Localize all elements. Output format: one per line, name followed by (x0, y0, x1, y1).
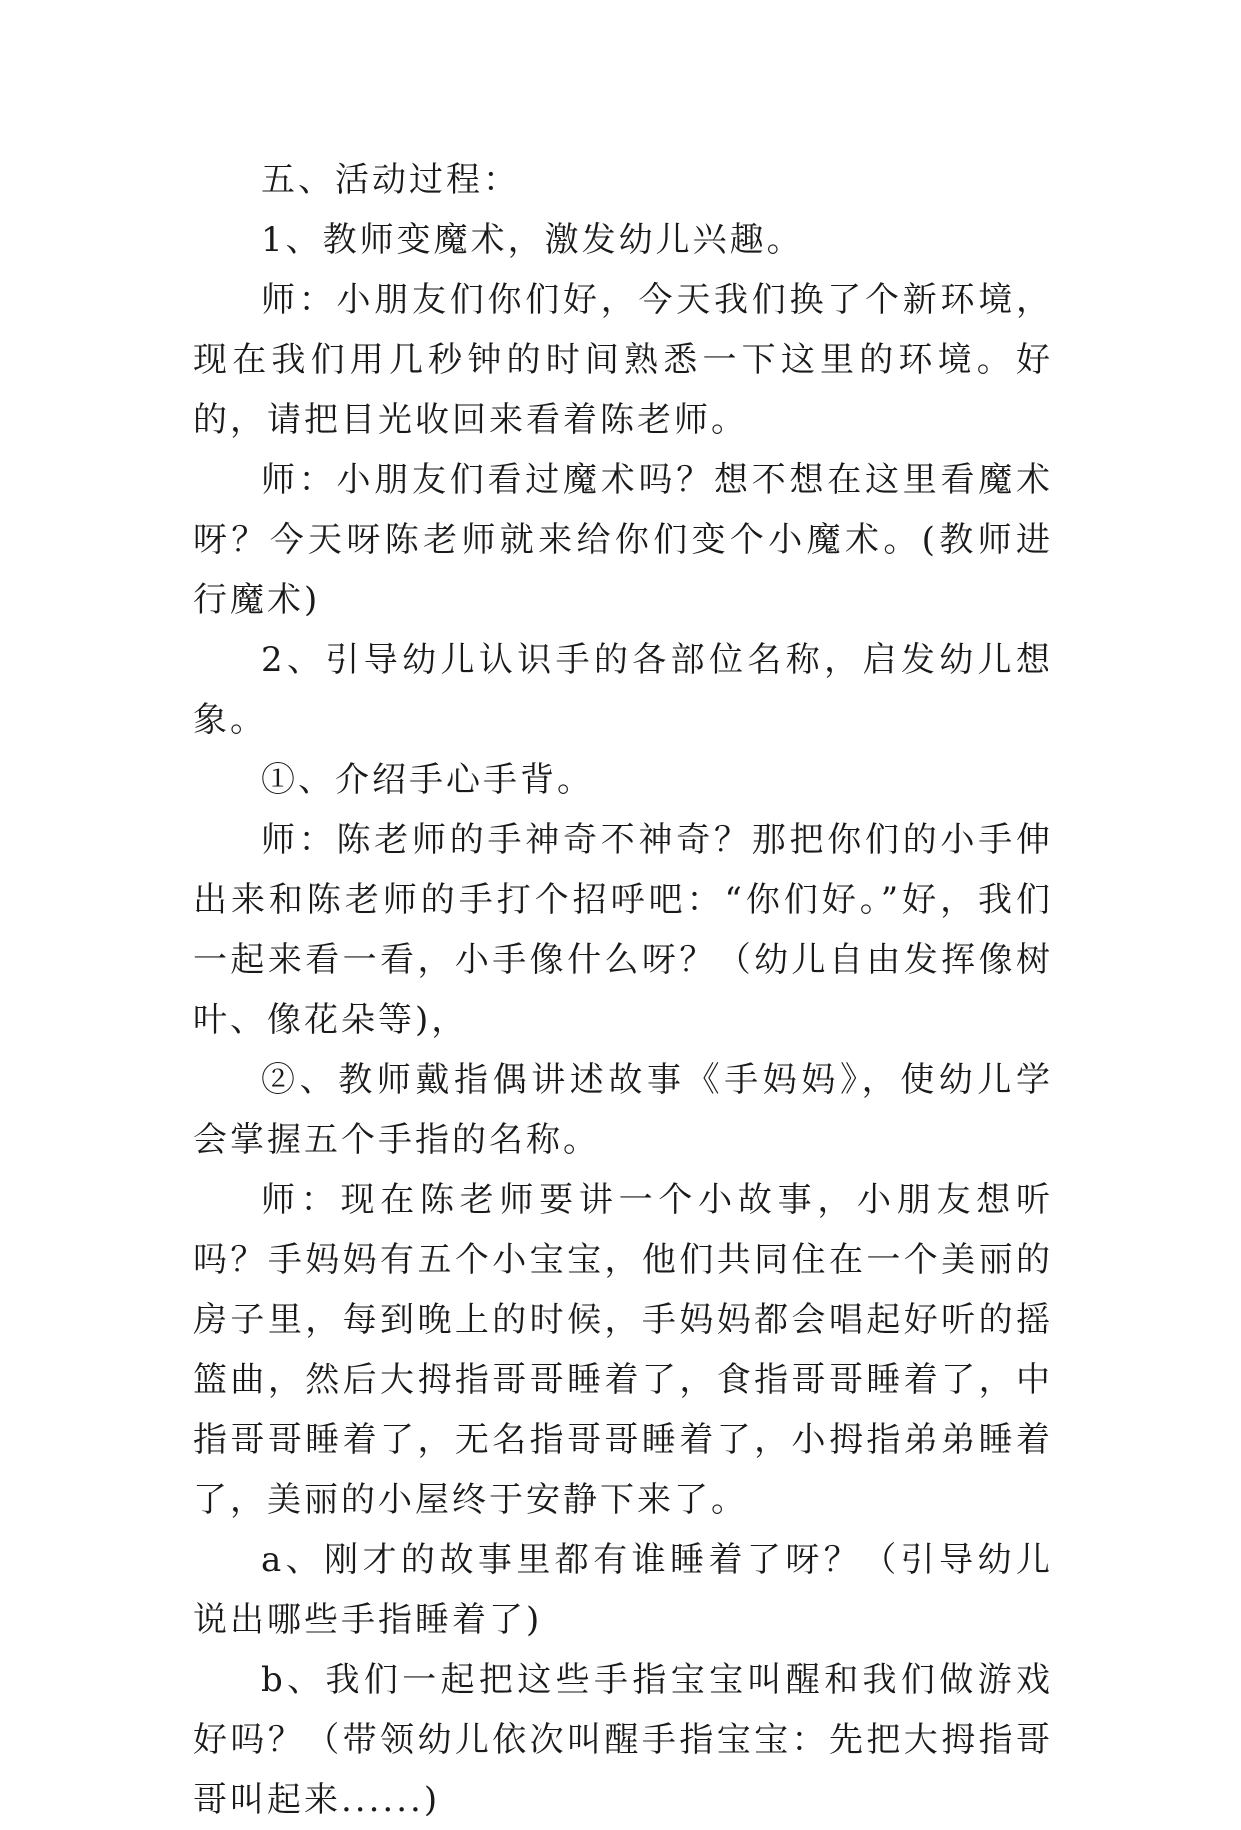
body-paragraph: 师：小朋友们看过魔术吗？想不想在这里看魔术呀？今天呀陈老师就来给你们变个小魔术。(教师进行魔术) (193, 460, 1053, 620)
sub-step-1: ①、介绍手心手背。 (261, 760, 594, 800)
step-2-heading: 2、引导幼儿认识手的各部位名称，启发幼儿想象。 (193, 640, 1053, 740)
question-a: a、刚才的故事里都有谁睡着了呀？（引导幼儿说出哪些手指睡着了) (193, 1540, 1053, 1640)
question-b: b、我们一起把这些手指宝宝叫醒和我们做游戏好吗？（带领幼儿依次叫醒手指宝宝：先把大拇指哥哥叫起来......) (193, 1660, 1053, 1820)
section-heading: 五、活动过程： (261, 160, 520, 200)
step-1-heading: 1、教师变魔术，激发幼儿兴趣。 (261, 220, 804, 260)
body-paragraph: 师：小朋友们你们好，今天我们换了个新环境，现在我们用几秒钟的时间熟悉一下这里的环境。好的，请把目光收回来看着陈老师。 (193, 280, 1053, 440)
sub-step-2: ②、教师戴指偶讲述故事《手妈妈》，使幼儿学会掌握五个手指的名称。 (193, 1060, 1053, 1160)
story-paragraph: 师：现在陈老师要讲一个小故事，小朋友想听吗？手妈妈有五个小宝宝，他们共同住在一个美丽的房子里，每到晚上的时候，手妈妈都会唱起好听的摇篮曲，然后大拇指哥哥睡着了，食指哥哥睡着了，中指哥哥睡着了，无名指哥哥睡着了，小拇指弟弟睡着了，美丽的小屋终于安静下来了。 (193, 1180, 1053, 1520)
document-page (193, 150, 1053, 1830)
body-paragraph: 师：陈老师的手神奇不神奇？那把你们的小手伸出来和陈老师的手打个招呼吧：“你们好。”好，我们一起来看一看，小手像什么呀？（幼儿自由发挥像树叶、像花朵等)， (193, 820, 1053, 1040)
